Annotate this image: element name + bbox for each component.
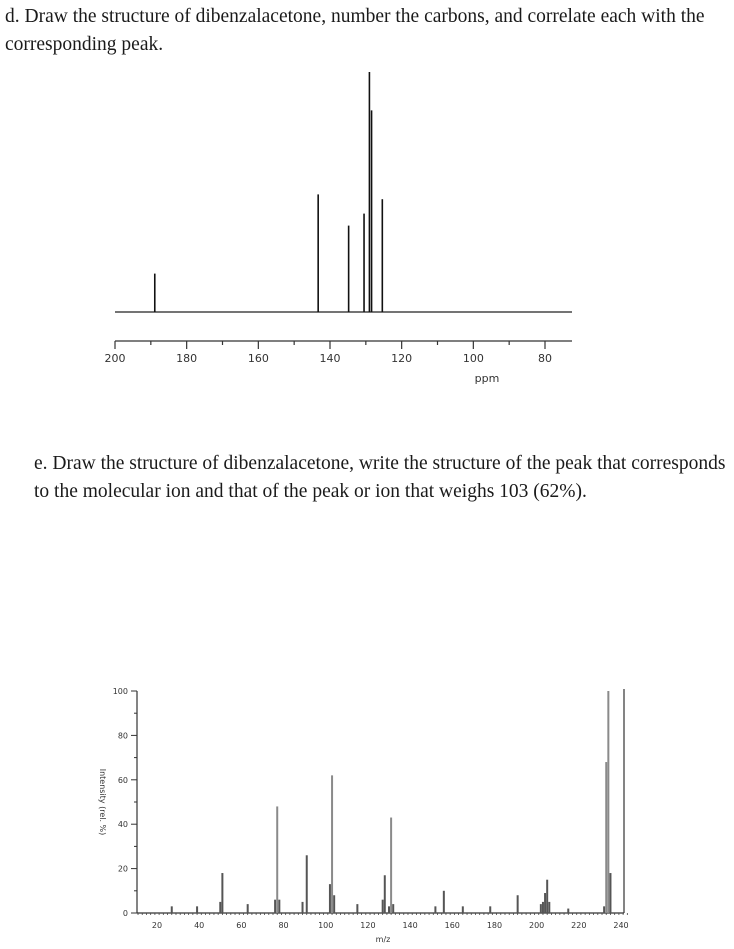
- nmr-tick-label: 80: [538, 352, 552, 365]
- ms-peak-bar: [443, 891, 445, 913]
- ms-peak-bar: [384, 875, 386, 913]
- ms-x-tick-label: 140: [402, 921, 418, 930]
- ms-peak-bar: [356, 904, 358, 913]
- nmr-tick-label: 120: [391, 352, 413, 365]
- ms-peak-bar: [603, 906, 605, 913]
- ms-peak-bar: [333, 895, 335, 913]
- ms-peak-bar: [540, 904, 542, 913]
- ms-y-tick-label: 40: [117, 820, 128, 830]
- ms-peak-bar: [382, 900, 384, 913]
- ms-x-tick-label: 220: [571, 921, 587, 930]
- ms-x-tick-label: 40: [194, 921, 205, 930]
- ms-peak-bar: [388, 906, 390, 913]
- ms-peak-bar: [489, 906, 491, 913]
- ms-x-tick-label: 160: [444, 921, 460, 930]
- ms-x-axis-label: m/z: [375, 935, 391, 944]
- ms-x-tick-label: 100: [318, 921, 334, 930]
- ms-y-tick-label: 80: [117, 731, 128, 741]
- ms-x-tick-label: 120: [360, 921, 376, 930]
- ms-peak-bar: [607, 691, 609, 913]
- ms-peak-bar: [196, 906, 198, 913]
- ms-peak-bar: [306, 855, 308, 913]
- ms-y-tick-label: 0: [122, 909, 128, 918]
- ms-peak-bar: [392, 904, 394, 913]
- ms-peak-bar: [302, 902, 304, 913]
- ms-peak-bar: [567, 909, 569, 913]
- ms-y-tick-label: 60: [117, 775, 128, 785]
- nmr-tick-label: 100: [462, 352, 484, 365]
- ms-peak-bar: [548, 902, 550, 913]
- ms-x-tick-label: 20: [151, 921, 163, 930]
- ms-peak-bar: [331, 775, 333, 913]
- ms-peak-bar: [276, 806, 278, 913]
- ms-y-axis-label: Intensity (rel. %): [98, 768, 107, 836]
- ms-peak-bar: [278, 900, 280, 913]
- ms-x-tick-label: 200: [528, 921, 545, 930]
- ms-peak-bar: [517, 895, 519, 913]
- nmr-tick-label: 140: [319, 352, 341, 365]
- ms-y-tick-label: 20: [117, 864, 128, 874]
- ms-x-tick-label: 60: [236, 921, 247, 930]
- question-d-text: d. Draw the structure of dibenzalacetone, number the carbons, and correlate each with the corresponding peak.: [5, 6, 705, 55]
- ms-peak-bar: [219, 902, 221, 913]
- ms-peak-bar: [390, 818, 392, 913]
- ms-peak-bar: [542, 902, 544, 913]
- ms-peak-bar: [221, 873, 223, 913]
- ms-x-tick-label: 240: [613, 921, 629, 930]
- ms-peak-bar: [434, 906, 436, 913]
- ms-peak-bar: [171, 906, 173, 913]
- nmr-tick-label: 200: [104, 352, 126, 365]
- ms-x-tick-label: 180: [486, 921, 503, 930]
- ms-peak-bar: [462, 906, 464, 913]
- ms-peak-bar: [247, 904, 249, 913]
- ms-peak-bar: [605, 762, 607, 913]
- nmr-tick-label: 180: [176, 352, 198, 365]
- ms-peak-bar: [544, 893, 546, 913]
- nmr-tick-label: 160: [247, 352, 269, 365]
- question-e-text: e. Draw the structure of dibenzalacetone, write the structure of the peak that corresponds to the molecular ion and that of the peak or ion that weighs 103 (62%).: [34, 453, 726, 502]
- ms-peak-bar: [274, 900, 276, 913]
- ms-x-tick-label: 80: [278, 921, 289, 930]
- ms-y-tick-label: 100: [112, 687, 128, 696]
- nmr-x-axis-label: ppm: [474, 372, 500, 385]
- ms-peak-bar: [609, 873, 611, 913]
- ms-peak-bar: [546, 880, 548, 913]
- ms-peak-bar: [329, 884, 331, 913]
